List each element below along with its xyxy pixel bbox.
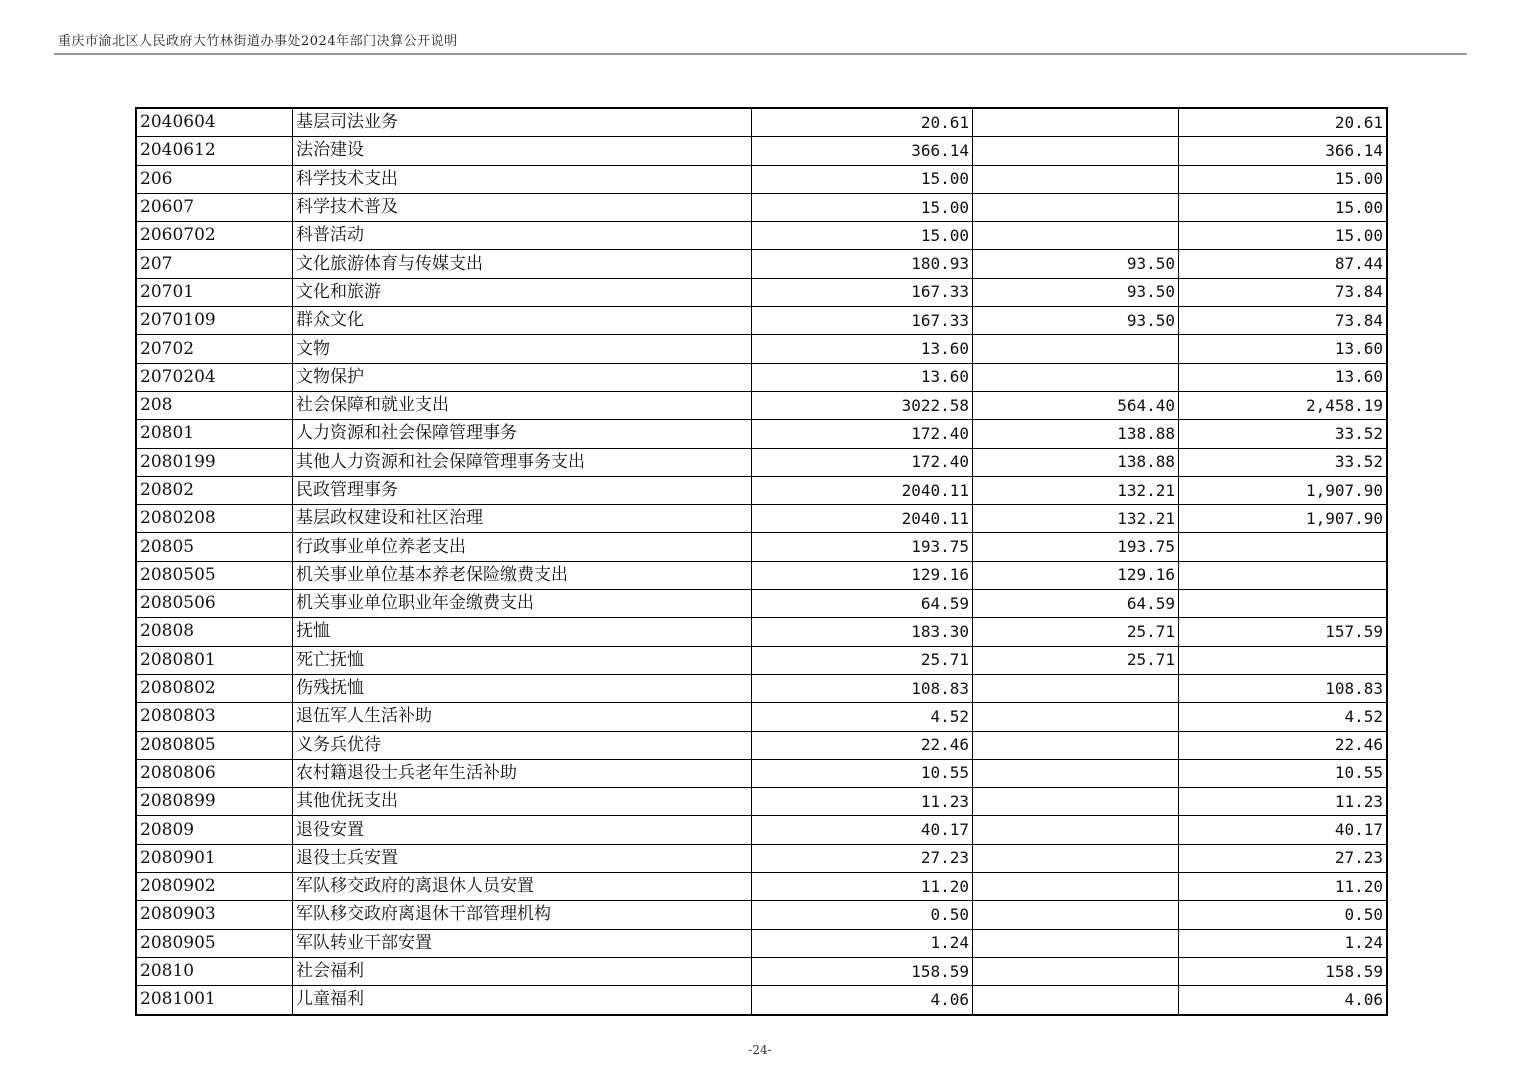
basic-expenditure-cell [973,844,1179,872]
basic-expenditure-cell: 138.88 [973,420,1179,448]
basic-expenditure-cell [973,957,1179,985]
subject-name-cell: 伤残抚恤 [293,674,752,702]
basic-expenditure-cell [973,335,1179,363]
subject-code-cell: 2040604 [136,108,293,137]
subject-code-cell: 20809 [136,816,293,844]
subject-code-cell: 206 [136,165,293,193]
subject-name-cell: 民政管理事务 [293,476,752,504]
basic-expenditure-cell: 93.50 [973,250,1179,278]
subject-code-cell: 20702 [136,335,293,363]
subject-code-cell: 2070109 [136,307,293,335]
expenditure-table [135,107,1388,1016]
subject-code-cell: 20801 [136,420,293,448]
basic-expenditure-cell [973,731,1179,759]
basic-expenditure-cell [973,873,1179,901]
basic-expenditure-cell: 138.88 [973,448,1179,476]
subject-name-cell: 农村籍退役士兵老年生活补助 [293,759,752,787]
table-row [136,420,1387,448]
total-amount-cell: 15.00 [752,222,973,250]
project-expenditure-cell: 11.20 [1179,873,1388,901]
total-amount-cell: 15.00 [752,193,973,221]
total-amount-cell: 183.30 [752,618,973,646]
table-row [136,165,1387,193]
subject-name-cell: 退役士兵安置 [293,844,752,872]
table-row [136,505,1387,533]
total-amount-cell: 1.24 [752,929,973,957]
page-header-title: 重庆市渝北区人民政府大竹林街道办事处2024年部门决算公开说明 [58,34,458,49]
subject-code-cell: 20802 [136,476,293,504]
subject-name-cell: 科学技术支出 [293,165,752,193]
project-expenditure-cell: 87.44 [1179,250,1388,278]
basic-expenditure-cell [973,703,1179,731]
subject-name-cell: 文物保护 [293,363,752,391]
subject-code-cell: 2080902 [136,873,293,901]
subject-code-cell: 2080806 [136,759,293,787]
subject-code-cell: 2080805 [136,731,293,759]
subject-code-cell: 2080802 [136,674,293,702]
total-amount-cell: 13.60 [752,335,973,363]
subject-name-cell: 军队移交政府离退休干部管理机构 [293,901,752,929]
total-amount-cell: 20.61 [752,108,973,137]
table-row [136,816,1387,844]
page-number: -24- [748,1043,772,1057]
table-row [136,391,1387,419]
subject-code-cell: 20701 [136,278,293,306]
total-amount-cell: 40.17 [752,816,973,844]
subject-name-cell: 科学技术普及 [293,193,752,221]
project-expenditure-cell: 11.23 [1179,788,1388,816]
subject-code-cell: 20607 [136,193,293,221]
subject-name-cell: 军队转业干部安置 [293,929,752,957]
basic-expenditure-cell [973,986,1179,1015]
subject-name-cell: 基层政权建设和社区治理 [293,505,752,533]
basic-expenditure-cell: 64.59 [973,590,1179,618]
total-amount-cell: 27.23 [752,844,973,872]
table-row [136,703,1387,731]
project-expenditure-cell: 40.17 [1179,816,1388,844]
project-expenditure-cell: 13.60 [1179,335,1388,363]
subject-name-cell: 法治建设 [293,137,752,165]
project-expenditure-cell: 4.06 [1179,986,1388,1015]
subject-code-cell: 2080505 [136,561,293,589]
project-expenditure-cell: 108.83 [1179,674,1388,702]
table-row [136,363,1387,391]
subject-name-cell: 行政事业单位养老支出 [293,533,752,561]
table-row [136,278,1387,306]
basic-expenditure-cell: 132.21 [973,476,1179,504]
total-amount-cell: 167.33 [752,307,973,335]
table-row [136,957,1387,985]
total-amount-cell: 158.59 [752,957,973,985]
total-amount-cell: 64.59 [752,590,973,618]
project-expenditure-cell: 13.60 [1179,363,1388,391]
total-amount-cell: 193.75 [752,533,973,561]
table-row [136,590,1387,618]
subject-code-cell: 2080801 [136,646,293,674]
project-expenditure-cell: 1,907.90 [1179,476,1388,504]
project-expenditure-cell: 0.50 [1179,901,1388,929]
basic-expenditure-cell: 25.71 [973,646,1179,674]
table-row [136,222,1387,250]
subject-code-cell: 2080899 [136,788,293,816]
table-row [136,986,1387,1015]
total-amount-cell: 108.83 [752,674,973,702]
total-amount-cell: 2040.11 [752,476,973,504]
basic-expenditure-cell [973,193,1179,221]
project-expenditure-cell: 15.00 [1179,165,1388,193]
project-expenditure-cell: 33.52 [1179,420,1388,448]
subject-name-cell: 社会保障和就业支出 [293,391,752,419]
subject-code-cell: 2080803 [136,703,293,731]
basic-expenditure-cell: 25.71 [973,618,1179,646]
project-expenditure-cell [1179,646,1388,674]
total-amount-cell: 0.50 [752,901,973,929]
project-expenditure-cell [1179,533,1388,561]
project-expenditure-cell: 73.84 [1179,307,1388,335]
table-row [136,137,1387,165]
project-expenditure-cell: 158.59 [1179,957,1388,985]
table-row [136,250,1387,278]
subject-name-cell: 其他优抚支出 [293,788,752,816]
total-amount-cell: 180.93 [752,250,973,278]
subject-code-cell: 2081001 [136,986,293,1015]
project-expenditure-cell: 15.00 [1179,193,1388,221]
subject-name-cell: 机关事业单位基本养老保险缴费支出 [293,561,752,589]
table-row [136,929,1387,957]
table-row [136,448,1387,476]
project-expenditure-cell: 1,907.90 [1179,505,1388,533]
subject-name-cell: 文物 [293,335,752,363]
subject-name-cell: 军队移交政府的离退休人员安置 [293,873,752,901]
total-amount-cell: 11.23 [752,788,973,816]
table-row [136,873,1387,901]
subject-code-cell: 20808 [136,618,293,646]
table-body [136,108,1387,1015]
total-amount-cell: 22.46 [752,731,973,759]
basic-expenditure-cell: 564.40 [973,391,1179,419]
subject-name-cell: 退役安置 [293,816,752,844]
project-expenditure-cell: 2,458.19 [1179,391,1388,419]
project-expenditure-cell: 15.00 [1179,222,1388,250]
project-expenditure-cell: 73.84 [1179,278,1388,306]
subject-code-cell: 2080905 [136,929,293,957]
basic-expenditure-cell: 129.16 [973,561,1179,589]
total-amount-cell: 3022.58 [752,391,973,419]
total-amount-cell: 13.60 [752,363,973,391]
project-expenditure-cell: 20.61 [1179,108,1388,137]
total-amount-cell: 11.20 [752,873,973,901]
subject-name-cell: 基层司法业务 [293,108,752,137]
project-expenditure-cell: 366.14 [1179,137,1388,165]
project-expenditure-cell: 33.52 [1179,448,1388,476]
total-amount-cell: 2040.11 [752,505,973,533]
table-row [136,788,1387,816]
basic-expenditure-cell [973,759,1179,787]
project-expenditure-cell: 1.24 [1179,929,1388,957]
subject-name-cell: 文化旅游体育与传媒支出 [293,250,752,278]
basic-expenditure-cell [973,788,1179,816]
basic-expenditure-cell [973,901,1179,929]
table-row [136,307,1387,335]
subject-code-cell: 2080208 [136,505,293,533]
basic-expenditure-cell [973,165,1179,193]
table-row [136,618,1387,646]
total-amount-cell: 4.52 [752,703,973,731]
basic-expenditure-cell [973,222,1179,250]
total-amount-cell: 10.55 [752,759,973,787]
total-amount-cell: 172.40 [752,420,973,448]
total-amount-cell: 25.71 [752,646,973,674]
table-row [136,476,1387,504]
project-expenditure-cell: 10.55 [1179,759,1388,787]
subject-name-cell: 儿童福利 [293,986,752,1015]
table-row [136,674,1387,702]
subject-name-cell: 退伍军人生活补助 [293,703,752,731]
total-amount-cell: 167.33 [752,278,973,306]
project-expenditure-cell: 27.23 [1179,844,1388,872]
subject-code-cell: 2080199 [136,448,293,476]
subject-code-cell: 2080901 [136,844,293,872]
subject-code-cell: 2080506 [136,590,293,618]
table-row [136,193,1387,221]
table-row [136,561,1387,589]
subject-name-cell: 社会福利 [293,957,752,985]
project-expenditure-cell: 157.59 [1179,618,1388,646]
project-expenditure-cell [1179,590,1388,618]
table-row [136,844,1387,872]
basic-expenditure-cell [973,363,1179,391]
subject-name-cell: 其他人力资源和社会保障管理事务支出 [293,448,752,476]
header-divider [54,53,1467,55]
subject-code-cell: 2060702 [136,222,293,250]
subject-name-cell: 群众文化 [293,307,752,335]
basic-expenditure-cell [973,137,1179,165]
basic-expenditure-cell: 93.50 [973,307,1179,335]
total-amount-cell: 129.16 [752,561,973,589]
table-row [136,335,1387,363]
subject-name-cell: 人力资源和社会保障管理事务 [293,420,752,448]
subject-name-cell: 机关事业单位职业年金缴费支出 [293,590,752,618]
subject-code-cell: 2080903 [136,901,293,929]
subject-code-cell: 207 [136,250,293,278]
project-expenditure-cell: 4.52 [1179,703,1388,731]
total-amount-cell: 172.40 [752,448,973,476]
project-expenditure-cell [1179,561,1388,589]
subject-code-cell: 208 [136,391,293,419]
subject-code-cell: 20810 [136,957,293,985]
subject-name-cell: 科普活动 [293,222,752,250]
total-amount-cell: 15.00 [752,165,973,193]
subject-code-cell: 2070204 [136,363,293,391]
total-amount-cell: 4.06 [752,986,973,1015]
subject-name-cell: 义务兵优待 [293,731,752,759]
table-row [136,901,1387,929]
table-row [136,533,1387,561]
table-row [136,646,1387,674]
subject-name-cell: 文化和旅游 [293,278,752,306]
basic-expenditure-cell: 132.21 [973,505,1179,533]
subject-code-cell: 20805 [136,533,293,561]
total-amount-cell: 366.14 [752,137,973,165]
table-row [136,759,1387,787]
basic-expenditure-cell: 93.50 [973,278,1179,306]
basic-expenditure-cell [973,816,1179,844]
subject-name-cell: 抚恤 [293,618,752,646]
subject-name-cell: 死亡抚恤 [293,646,752,674]
subject-code-cell: 2040612 [136,137,293,165]
project-expenditure-cell: 22.46 [1179,731,1388,759]
basic-expenditure-cell [973,929,1179,957]
table-row [136,731,1387,759]
basic-expenditure-cell: 193.75 [973,533,1179,561]
basic-expenditure-cell [973,108,1179,137]
basic-expenditure-cell [973,674,1179,702]
table-row [136,108,1387,137]
